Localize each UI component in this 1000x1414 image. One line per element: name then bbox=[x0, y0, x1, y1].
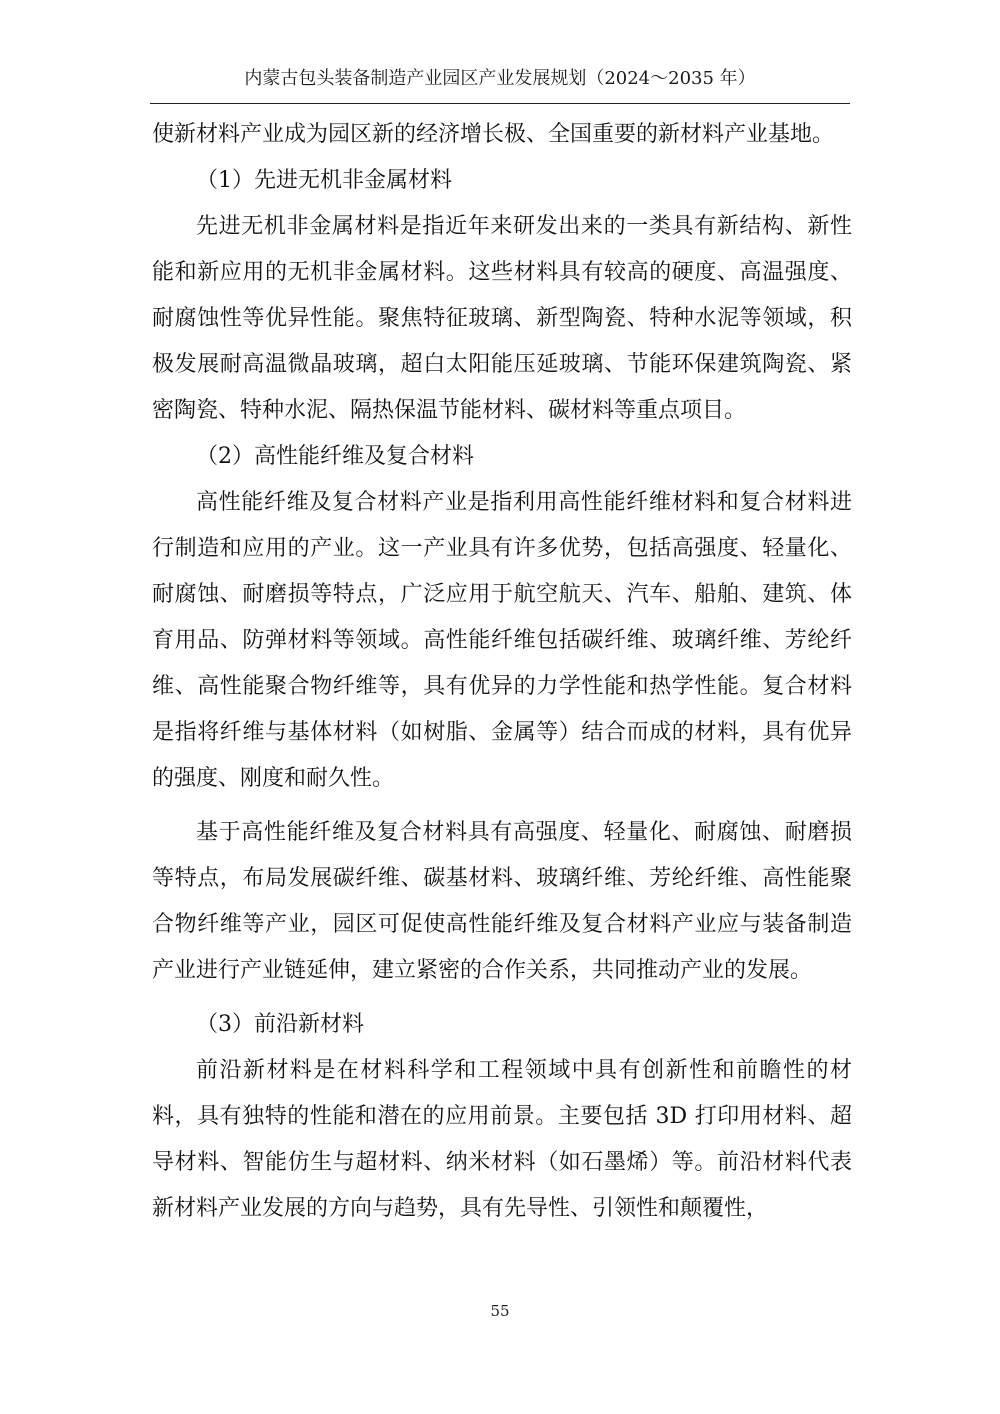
paragraph-fiber-composites-layout: 基于高性能纤维及复合材料具有高强度、轻量化、耐腐蚀、耐磨损等特点，布局发展碳纤维、碳基材料、玻璃纤维、芳纶纤维、高性能聚合物纤维等产业，园区可促使高性能纤维及复合材料产业应与装备制造产业进行产业链延伸，建立紧密的合作关系，共同推动产业的发展。 bbox=[152, 820, 852, 983]
page-body bbox=[152, 112, 852, 1232]
running-header: 内蒙古包头装备制造产业园区产业发展规划（2024～2035 年） bbox=[244, 68, 756, 89]
section-heading-frontier-materials: （3）前沿新材料 bbox=[196, 1012, 364, 1037]
section-heading-fiber-composites: （2）高性能纤维及复合材料 bbox=[196, 444, 474, 469]
paragraph-continuation: 使新材料产业成为园区新的经济增长极、全国重要的新材料产业基地。 bbox=[152, 122, 835, 147]
page-number: 55 bbox=[490, 1302, 510, 1320]
section-heading-inorganic-materials: （1）先进无机非金属材料 bbox=[196, 168, 452, 193]
paragraph-frontier-materials: 前沿新材料是在材料科学和工程领域中具有创新性和前瞻性的材料，具有独特的性能和潜在的应用前景。主要包括 3D 打印用材料、超导材料、智能仿生与超材料、纳米材料（如石墨烯）等。前沿材料代表新材料产业发展的方向与趋势，具有先导性、引领性和颠覆性， bbox=[152, 1058, 852, 1221]
header-divider bbox=[150, 103, 850, 104]
paragraph-fiber-composites: 高性能纤维及复合材料产业是指利用高性能纤维材料和复合材料进行制造和应用的产业。这一产业具有许多优势，包括高强度、轻量化、耐腐蚀、耐磨损等特点，广泛应用于航空航天、汽车、船舶、建筑、体育用品、防弹材料等领域。高性能纤维包括碳纤维、玻璃纤维、芳纶纤维、高性能聚合物纤维等，具有优异的力学性能和热学性能。复合材料是指将纤维与基体材料（如树脂、金属等）结合而成的材料，具有优异的强度、刚度和耐久性。 bbox=[152, 490, 852, 791]
paragraph-inorganic-materials: 先进无机非金属材料是指近年来研发出来的一类具有新结构、新性能和新应用的无机非金属材料。这些材料具有较高的硬度、高温强度、耐腐蚀性等优异性能。聚焦特征玻璃、新型陶瓷、特种水泥等领域，积极发展耐高温微晶玻璃，超白太阳能压延玻璃、节能环保建筑陶瓷、紧密陶瓷、特种水泥、隔热保温节能材料、碳材料等重点项目。 bbox=[152, 214, 852, 423]
